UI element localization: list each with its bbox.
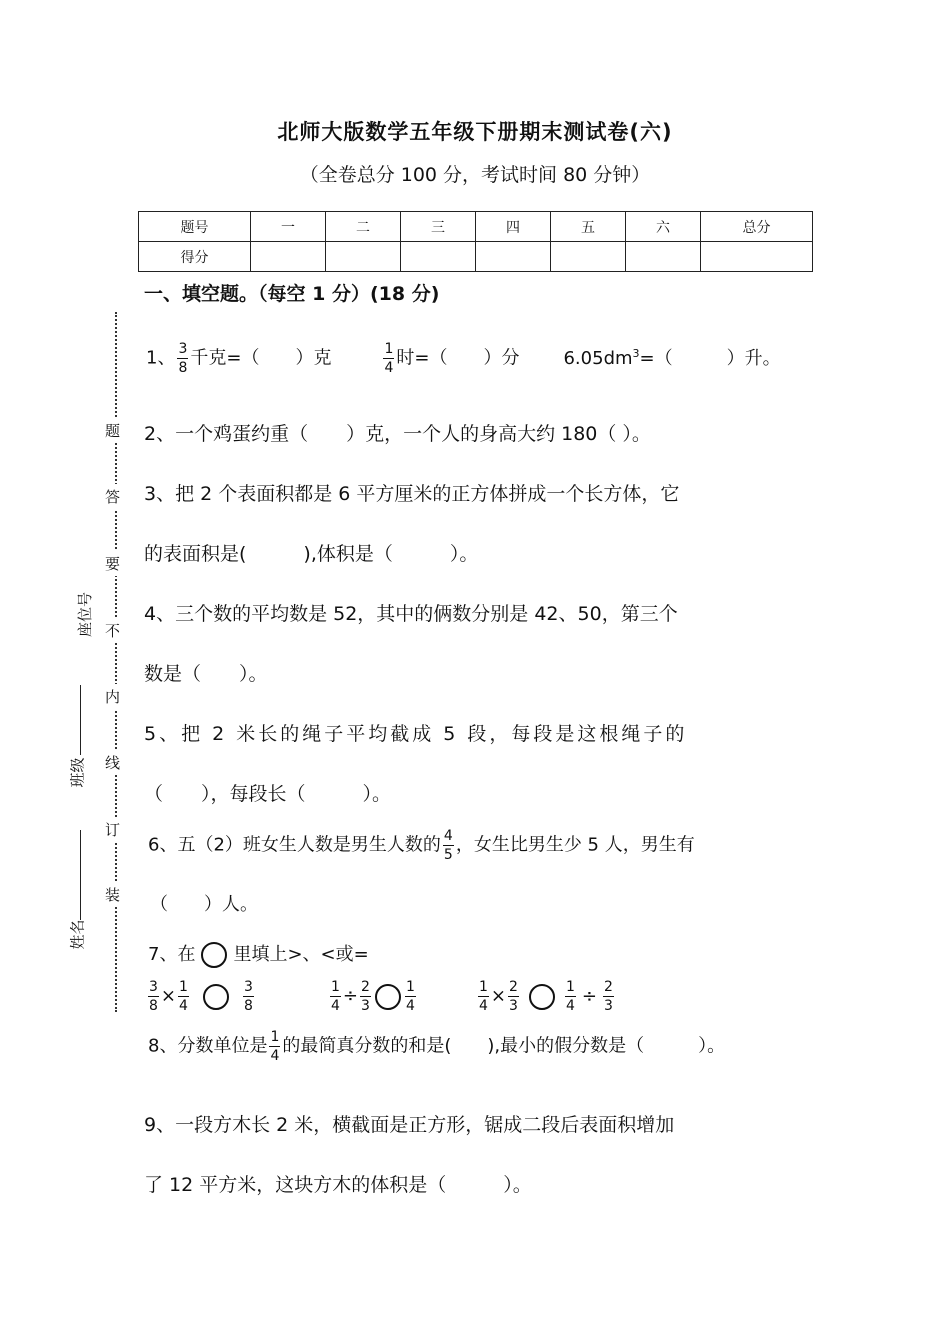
question-1-part-c: $6.05dm^3=$（ ）升。 (563, 346, 781, 369)
question-1-part-b: 时=（ ）分 (396, 347, 520, 369)
question-9-line-2: 了 12 平方米，这块方木的体积是（ ）。 (144, 1174, 532, 1196)
binding-char: 装 (105, 882, 120, 907)
circle-icon (201, 942, 227, 968)
fraction: $\frac{3}{8}$ (243, 979, 253, 1014)
score-header-cell: 五 (551, 212, 626, 242)
fraction: $\frac{3}{8}$ (149, 979, 158, 1014)
score-header-cell: 六 (626, 212, 701, 242)
question-4-line-2: 数是（ ）。 (144, 663, 268, 685)
class-field-underline[interactable] (80, 685, 81, 755)
score-table (138, 211, 813, 272)
question-6-line-1: 6、五（2）班女生人数是男生人数的 $\frac{4}{5}$ ，女生比男生少 5 人，男生有 (148, 828, 695, 863)
question-3-line-1: 3、把 2 个表面积都是 6 平方厘米的正方体拼成一个长方体，它 (144, 483, 680, 505)
fraction: $\frac{1}{4}$ (479, 979, 488, 1014)
question-4-line-1: 4、三个数的平均数是 52，其中的俩数分别是 42、50，第三个 (144, 603, 678, 625)
question-5-line-1: 5、把 2 米长的绳子平均截成 5 段，每段是这根绳子的 (144, 723, 688, 745)
binding-char: 订 (105, 817, 120, 842)
binding-char: 不 (105, 618, 120, 643)
compare-circle[interactable] (203, 984, 229, 1010)
score-header-cell: 一 (251, 212, 326, 242)
score-header-cell: 四 (476, 212, 551, 242)
name-label: 姓名 (68, 919, 87, 950)
fraction: $\frac{2}{3}$ (361, 979, 370, 1014)
fraction: $\frac{2}{3}$ (603, 979, 613, 1014)
fraction: $\frac{4}{5}$ (443, 828, 453, 863)
score-cell[interactable] (476, 242, 551, 272)
binding-char: 线 (105, 750, 120, 775)
comparison-3: $\frac{1}{4}$ × $\frac{2}{3}$ $\frac{1}{4}$ ÷ $\frac{2}{3}$ (479, 979, 613, 1014)
fraction: $\frac{3}{8}$ (178, 341, 188, 376)
class-label: 班级 (68, 757, 87, 788)
binding-char: 内 (105, 684, 120, 709)
score-header-cell: 总分 (701, 212, 813, 242)
fraction: $\frac{1}{4}$ (270, 1029, 280, 1064)
score-header-cell: 二 (326, 212, 401, 242)
score-table-score-row (139, 242, 813, 272)
question-3-line-2: 的表面积是( ),体积是（ ）。 (144, 543, 479, 565)
score-cell[interactable] (701, 242, 813, 272)
fraction: $\frac{2}{3}$ (509, 979, 518, 1014)
name-field-underline[interactable] (80, 830, 81, 920)
fraction: $\frac{1}{4}$ (405, 979, 415, 1014)
fraction: $\frac{1}{4}$ (565, 979, 575, 1014)
question-7-instruction: 7、在 里填上>、<或= (148, 940, 369, 968)
binding-char: 题 (105, 418, 120, 443)
score-cell[interactable] (551, 242, 626, 272)
binding-dotted-line (115, 312, 117, 1012)
score-table-header-row (139, 212, 813, 242)
question-9-line-1: 9、一段方木长 2 米，横截面是正方形，锯成二段后表面积增加 (144, 1114, 675, 1136)
question-6-line-2: （ ）人。 (150, 894, 258, 915)
question-1 (146, 342, 781, 375)
compare-circle[interactable] (375, 984, 401, 1010)
section-heading: 一、填空题。（每空 1 分）(18 分) (144, 283, 440, 305)
score-cell[interactable] (251, 242, 326, 272)
page-subtitle: （全卷总分 100 分，考试时间 80 分钟） (299, 164, 651, 186)
binding-char: 答 (105, 484, 120, 509)
question-number: 1、 (146, 347, 176, 369)
comparison-2: $\frac{1}{4}$ ÷ $\frac{2}{3}$ $\frac{1}{4}$ (331, 979, 415, 1014)
page-title: 北师大版数学五年级下册期末测试卷(六) (277, 120, 673, 144)
binding-char: 要 (105, 551, 120, 576)
score-header-cell: 题号 (139, 212, 251, 242)
fraction: $\frac{1}{4}$ (331, 979, 340, 1014)
score-cell[interactable] (626, 242, 701, 272)
score-row-label: 得分 (139, 242, 251, 272)
seat-number-label: 座位号 (76, 591, 95, 638)
score-header-cell: 三 (401, 212, 476, 242)
question-2: 2、一个鸡蛋约重（ ）克，一个人的身高大约 180（ ）。 (144, 423, 651, 445)
question-8: 8、分数单位是 $\frac{1}{4}$ 的最简真分数的和是( ),最小的假分数是（ ）。 (148, 1029, 726, 1064)
question-5-line-2: （ ），每段长（ ）。 (144, 783, 392, 805)
comparison-1: $\frac{3}{8}$ × $\frac{1}{4}$ $\frac{3}{8}$ (149, 979, 253, 1014)
compare-circle[interactable] (529, 984, 555, 1010)
question-1-part-a: 千克=（ ）克 (190, 347, 332, 369)
score-cell[interactable] (326, 242, 401, 272)
score-cell[interactable] (401, 242, 476, 272)
fraction: $\frac{1}{4}$ (179, 979, 188, 1014)
fraction: $\frac{1}{4}$ (384, 341, 394, 376)
